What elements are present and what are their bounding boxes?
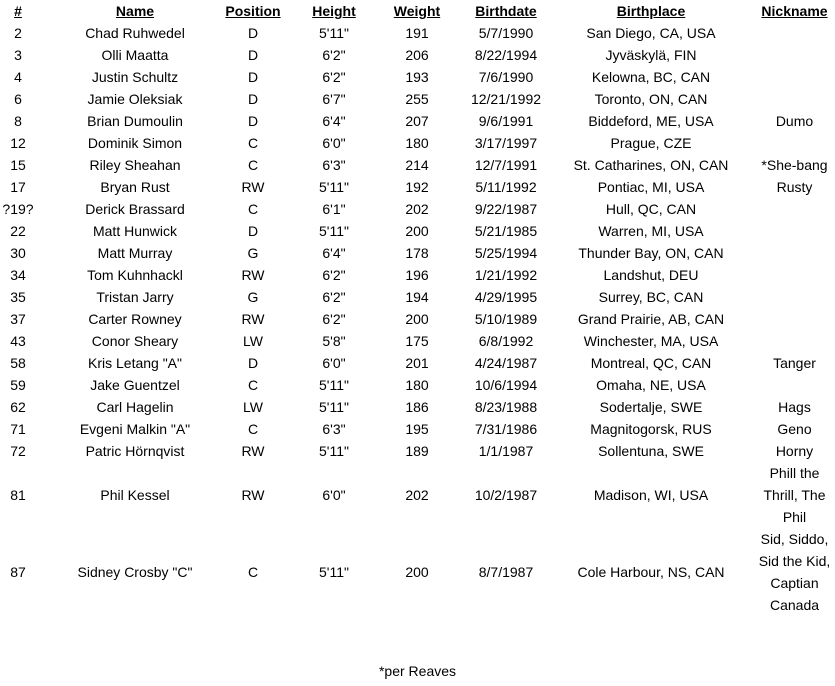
player-weight: 202	[405, 487, 429, 503]
header-row	[0, 0, 835, 22]
player-birthdate: 5/10/1989	[474, 311, 538, 327]
player-weight: 189	[405, 443, 429, 459]
player-position: D	[247, 47, 259, 63]
player-birthplace: Winchester, MA, USA	[583, 333, 719, 349]
player-weight: 175	[405, 333, 429, 349]
player-height: 5'11"	[319, 179, 349, 195]
player-name: Kris Letang "A"	[88, 355, 182, 371]
nickname-line: Canada	[769, 597, 820, 613]
player-height: 6'2"	[322, 267, 346, 283]
player-name: Justin Schultz	[91, 69, 179, 85]
player-birthplace: San Diego, CA, USA	[586, 25, 716, 41]
player-birthdate: 12/7/1991	[474, 157, 538, 173]
player-number: 37	[10, 311, 26, 327]
player-height: 6'2"	[322, 311, 346, 327]
player-number: 87	[10, 564, 26, 580]
player-height: 5'11"	[319, 223, 349, 239]
player-birthplace: St. Catharines, ON, CAN	[573, 157, 729, 173]
player-height: 6'0"	[322, 487, 346, 503]
player-name: Patric Hörnqvist	[85, 443, 185, 459]
player-number: 35	[10, 289, 26, 305]
player-weight: 206	[405, 47, 429, 63]
player-name: Riley Sheahan	[89, 157, 181, 173]
player-nickname	[754, 396, 835, 418]
player-position: D	[247, 91, 259, 107]
player-nickname	[754, 440, 835, 462]
nickname-line: Thrill, The	[763, 487, 826, 503]
player-number: ?19?	[2, 201, 34, 217]
player-nickname	[754, 176, 835, 198]
player-name: Jamie Oleksiak	[87, 91, 183, 107]
player-weight: 201	[405, 355, 429, 371]
header-name: Name	[115, 3, 155, 19]
player-birthplace: Warren, MI, USA	[598, 223, 704, 239]
player-height: 5'11"	[319, 377, 349, 393]
player-nickname	[754, 418, 835, 440]
table-row	[0, 440, 835, 462]
player-name: Phil Kessel	[100, 487, 170, 503]
player-birthdate: 5/25/1994	[474, 245, 538, 261]
player-name: Conor Sheary	[91, 333, 179, 349]
table-row	[0, 198, 835, 220]
table-row	[0, 176, 835, 198]
player-birthplace: Omaha, NE, USA	[596, 377, 706, 393]
player-position: RW	[241, 179, 265, 195]
player-position: G	[247, 289, 259, 305]
player-number: 62	[10, 399, 26, 415]
player-weight: 214	[405, 157, 429, 173]
player-position: LW	[243, 333, 263, 349]
player-height: 5'11"	[319, 443, 349, 459]
table-row	[0, 264, 835, 286]
player-name: Bryan Rust	[100, 179, 170, 195]
nickname-line: Captian	[770, 575, 819, 591]
player-birthplace: Pontiac, MI, USA	[597, 179, 705, 195]
player-birthdate: 9/6/1991	[478, 113, 534, 129]
header-height: Height	[312, 3, 356, 19]
player-birthdate: 12/21/1992	[470, 91, 542, 107]
nickname-line: Geno	[777, 421, 812, 437]
nickname-line: *She-bang	[761, 157, 828, 173]
nickname-line: Horny	[775, 443, 814, 459]
table-row	[0, 286, 835, 308]
player-birthdate: 7/31/1986	[474, 421, 538, 437]
player-birthplace: Montreal, QC, CAN	[590, 355, 712, 371]
player-name: Derick Brassard	[85, 201, 185, 217]
player-number: 72	[10, 443, 26, 459]
player-height: 5'11"	[319, 564, 349, 580]
table-row	[0, 110, 835, 132]
player-birthdate: 1/1/1987	[478, 443, 534, 459]
player-number: 8	[14, 113, 22, 129]
player-position: C	[247, 421, 259, 437]
player-position: D	[247, 113, 259, 129]
player-weight: 194	[405, 289, 429, 305]
player-birthdate: 4/24/1987	[474, 355, 538, 371]
player-weight: 200	[405, 564, 429, 580]
header-number: #	[14, 3, 22, 19]
player-position: RW	[241, 443, 265, 459]
player-birthdate: 4/29/1995	[474, 289, 538, 305]
player-height: 6'4"	[322, 245, 346, 261]
player-position: LW	[243, 399, 263, 415]
player-birthdate: 10/6/1994	[474, 377, 538, 393]
player-number: 30	[10, 245, 26, 261]
player-number: 34	[10, 267, 26, 283]
player-number: 12	[10, 135, 26, 151]
player-name: Evgeni Malkin "A"	[79, 421, 191, 437]
player-height: 6'4"	[322, 113, 346, 129]
player-weight: 196	[405, 267, 429, 283]
player-name: Carter Rowney	[88, 311, 182, 327]
player-position: D	[247, 69, 259, 85]
player-birthplace: Biddeford, ME, USA	[588, 113, 714, 129]
player-height: 6'2"	[322, 47, 346, 63]
table-row	[0, 22, 835, 44]
player-name: Chad Ruhwedel	[85, 25, 185, 41]
player-nickname	[754, 154, 835, 176]
player-birthdate: 1/21/1992	[474, 267, 538, 283]
header-position: Position	[225, 3, 281, 19]
player-height: 6'7"	[322, 91, 346, 107]
nickname-line: Phil	[782, 509, 807, 525]
player-birthplace: Surrey, BC, CAN	[598, 289, 704, 305]
player-weight: 195	[405, 421, 429, 437]
player-height: 6'1"	[322, 201, 346, 217]
player-name: Tom Kuhnhackl	[87, 267, 183, 283]
player-weight: 255	[405, 91, 429, 107]
player-name: Carl Hagelin	[96, 399, 174, 415]
table-row	[0, 330, 835, 352]
player-nickname	[754, 528, 835, 616]
player-birthdate: 10/2/1987	[474, 487, 538, 503]
table-row	[0, 220, 835, 242]
table-row	[0, 154, 835, 176]
player-weight: 207	[405, 113, 429, 129]
player-position: RW	[241, 267, 265, 283]
player-height: 6'3"	[322, 421, 346, 437]
nickname-line: Sid the Kid,	[758, 553, 831, 569]
player-height: 5'8"	[322, 333, 346, 349]
player-name: Sidney Crosby "C"	[77, 564, 193, 580]
table-row	[0, 462, 835, 528]
nickname-line: Sid, Siddo,	[760, 531, 829, 547]
player-height: 6'3"	[322, 157, 346, 173]
player-nickname	[754, 352, 835, 374]
player-birthdate: 7/6/1990	[478, 69, 534, 85]
player-birthdate: 8/23/1988	[474, 399, 538, 415]
player-number: 22	[10, 223, 26, 239]
player-position: D	[247, 223, 259, 239]
player-weight: 193	[405, 69, 429, 85]
player-nickname	[754, 462, 835, 528]
player-weight: 192	[405, 179, 429, 195]
player-birthplace: Toronto, ON, CAN	[594, 91, 708, 107]
player-birthplace: Sodertalje, SWE	[599, 399, 703, 415]
player-number: 43	[10, 333, 26, 349]
player-weight: 200	[405, 311, 429, 327]
player-height: 6'0"	[322, 135, 346, 151]
player-number: 3	[14, 47, 22, 63]
player-position: G	[247, 245, 259, 261]
player-number: 81	[10, 487, 26, 503]
player-name: Brian Dumoulin	[87, 113, 183, 129]
table-row	[0, 308, 835, 330]
player-height: 6'0"	[322, 355, 346, 371]
player-position: D	[247, 25, 259, 41]
player-number: 4	[14, 69, 22, 85]
player-birthplace: Madison, WI, USA	[593, 487, 709, 503]
footnote: *per Reaves	[378, 663, 457, 679]
player-birthplace: Magnitogorsk, RUS	[590, 421, 712, 437]
player-position: RW	[241, 487, 265, 503]
player-position: C	[247, 201, 259, 217]
player-position: C	[247, 377, 259, 393]
player-birthdate: 3/17/1997	[474, 135, 538, 151]
player-nickname	[754, 110, 835, 132]
player-position: C	[247, 564, 259, 580]
player-name: Jake Guentzel	[90, 377, 180, 393]
header-weight: Weight	[393, 3, 441, 19]
table-row	[0, 374, 835, 396]
header-birthplace: Birthplace	[616, 3, 686, 19]
nickname-line: Hags	[778, 399, 811, 415]
player-birthplace: Landshut, DEU	[603, 267, 699, 283]
player-birthplace: Cole Harbour, NS, CAN	[577, 564, 725, 580]
nickname-line: Rusty	[776, 179, 813, 195]
table-row	[0, 528, 835, 616]
player-weight: 186	[405, 399, 429, 415]
player-number: 17	[10, 179, 26, 195]
player-birthdate: 8/7/1987	[478, 564, 534, 580]
table-row	[0, 132, 835, 154]
player-birthplace: Thunder Bay, ON, CAN	[578, 245, 724, 261]
player-birthplace: Kelowna, BC, CAN	[591, 69, 711, 85]
table-row	[0, 352, 835, 374]
player-birthplace: Jyväskylä, FIN	[605, 47, 697, 63]
player-birthplace: Hull, QC, CAN	[605, 201, 697, 217]
table-row	[0, 44, 835, 66]
player-name: Olli Maatta	[101, 47, 169, 63]
player-number: 59	[10, 377, 26, 393]
player-height: 5'11"	[319, 25, 349, 41]
player-birthplace: Prague, CZE	[610, 135, 692, 151]
player-position: C	[247, 157, 259, 173]
player-number: 6	[14, 91, 22, 107]
player-weight: 178	[405, 245, 429, 261]
player-height: 5'11"	[319, 399, 349, 415]
player-number: 71	[10, 421, 26, 437]
player-name: Matt Murray	[97, 245, 173, 261]
player-number: 58	[10, 355, 26, 371]
player-weight: 191	[405, 25, 429, 41]
table-row	[0, 418, 835, 440]
player-birthdate: 5/21/1985	[474, 223, 538, 239]
player-birthdate: 8/22/1994	[474, 47, 538, 63]
player-weight: 200	[405, 223, 429, 239]
player-weight: 180	[405, 377, 429, 393]
player-height: 6'2"	[322, 69, 346, 85]
player-weight: 180	[405, 135, 429, 151]
player-position: C	[247, 135, 259, 151]
table-row	[0, 396, 835, 418]
nickname-line: Dumo	[775, 113, 814, 129]
player-birthdate: 9/22/1987	[474, 201, 538, 217]
nickname-line: Tanger	[773, 355, 816, 371]
header-birthdate: Birthdate	[475, 3, 537, 19]
table-row	[0, 88, 835, 110]
player-position: D	[247, 355, 259, 371]
player-position: RW	[241, 311, 265, 327]
player-name: Dominik Simon	[87, 135, 183, 151]
player-weight: 202	[405, 201, 429, 217]
player-height: 6'2"	[322, 289, 346, 305]
player-number: 2	[14, 25, 22, 41]
player-birthdate: 6/8/1992	[478, 333, 534, 349]
player-birthdate: 5/11/1992	[475, 179, 537, 195]
player-number: 15	[10, 157, 26, 173]
player-birthdate: 5/7/1990	[478, 25, 534, 41]
table-row	[0, 66, 835, 88]
nickname-line: Phill the	[769, 465, 820, 481]
player-birthplace: Sollentuna, SWE	[598, 443, 704, 459]
table-row	[0, 242, 835, 264]
player-name: Matt Hunwick	[92, 223, 178, 239]
header-nickname: Nickname	[761, 3, 828, 19]
player-name: Tristan Jarry	[96, 289, 174, 305]
player-birthplace: Grand Prairie, AB, CAN	[577, 311, 725, 327]
